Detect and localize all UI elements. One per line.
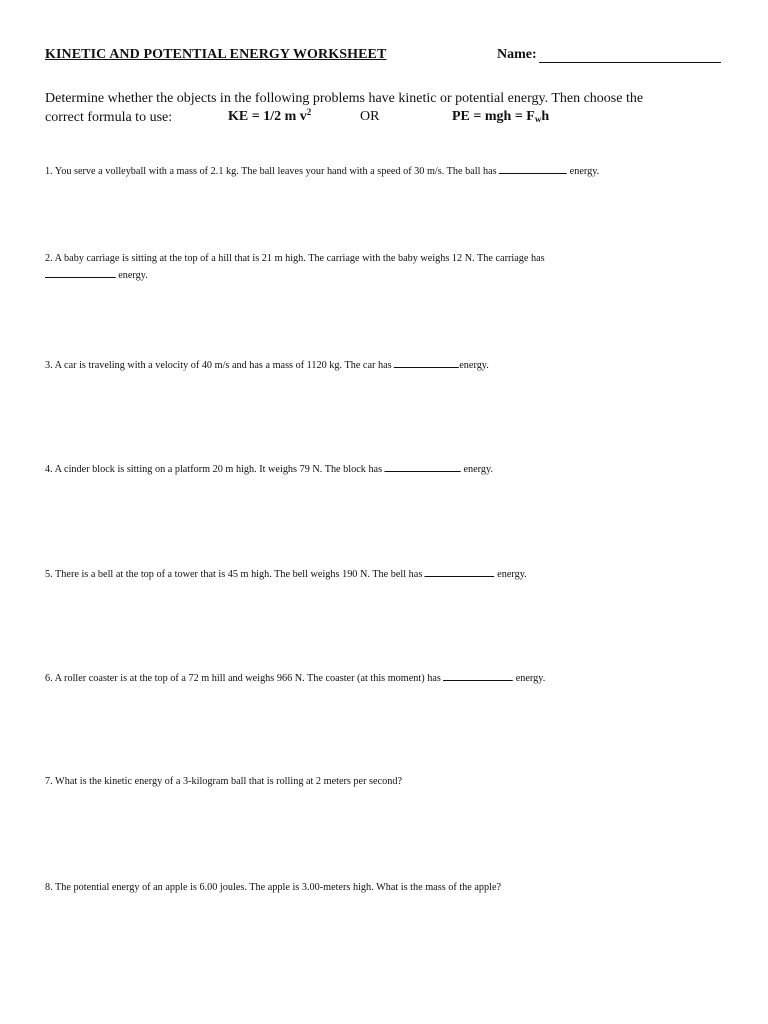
name-field[interactable] [497,47,721,63]
question-3-suffix: energy. [459,359,489,371]
question-7: 7. What is the kinetic energy of a 3-kilogram ball that is rolling at 2 meters per second? [45,775,403,787]
question-2 [45,251,545,266]
question-5-text: 5. There is a bell at the top of a tower that is 45 m high. The bell weighs 190 N. The bell has [45,568,425,580]
pe-subscript: w [534,114,542,124]
question-4-answer-blank[interactable] [385,460,461,472]
question-2-line-2 [45,266,148,283]
question-4-suffix: energy. [460,463,493,475]
worksheet-title: KINETIC AND POTENTIAL ENERGY WORKSHEET [45,47,387,62]
question-8: 8. The potential energy of an apple is 6.00 joules. The apple is 3.00-meters high. What is the mass of the apple? [45,881,502,893]
question-1 [45,162,599,179]
question-2-text: 2. A baby carriage is sitting at the top of a hill that is 21 m high. The carriage with the baby weighs 12 N. The carriage has [45,252,545,264]
question-2-suffix: energy. [115,269,148,281]
question-3 [45,356,489,373]
question-5 [45,565,527,582]
question-1-text: 1. You serve a volleyball with a mass of 2.1 kg. The ball leaves your hand with a speed of 30 m/s. The ball has [45,165,500,177]
instructions-line-2: correct formula to use: [45,110,173,125]
question-2-answer-blank[interactable] [45,266,116,278]
kinetic-energy-formula [228,109,311,125]
question-5-answer-blank[interactable] [425,565,495,577]
question-4 [45,460,493,477]
question-6-text: 6. A roller coaster is at the top of a 72 m hill and weighs 966 N. The coaster (at this moment) has [45,672,444,684]
pe-formula-suffix: h [541,109,550,124]
name-blank-line[interactable] [539,48,721,63]
question-1-suffix: energy. [567,165,600,177]
or-separator: OR [360,109,380,124]
ke-superscript: 2 [306,107,312,117]
ke-formula-text: KE = 1/2 m v [228,109,307,124]
instructions-line-1: Determine whether the objects in the following problems have kinetic or potential energy. Then choose the [45,91,644,106]
pe-formula-text: PE = mgh = F [452,109,535,124]
question-6 [45,669,545,686]
question-6-suffix: energy. [513,672,546,684]
question-1-answer-blank[interactable] [499,162,567,174]
question-3-text: 3. A car is traveling with a velocity of 40 m/s and has a mass of 1120 kg. The car has [45,359,395,371]
question-4-text: 4. A cinder block is sitting on a platform 20 m high. It weighs 79 N. The block has [45,463,385,475]
question-6-answer-blank[interactable] [443,669,513,681]
question-3-answer-blank[interactable] [394,356,459,368]
question-5-suffix: energy. [494,568,527,580]
potential-energy-formula [452,109,549,125]
name-label: Name: [497,47,537,62]
